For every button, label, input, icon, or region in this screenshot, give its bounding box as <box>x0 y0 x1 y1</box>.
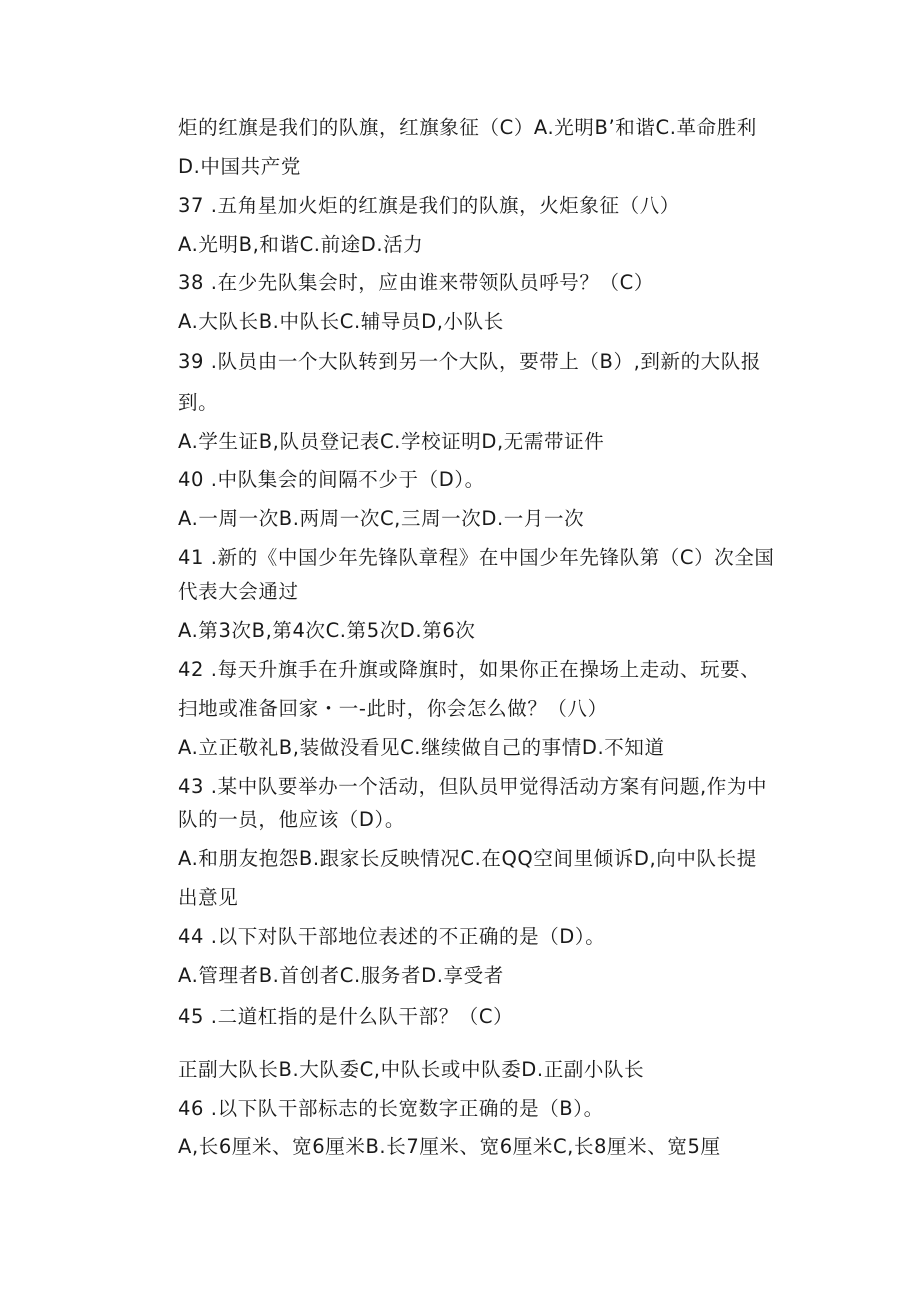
options-43: A.和朋友抱怨B.跟家长反映情况C.在QQ空间里倾诉D,向中队长提 <box>178 847 757 870</box>
question-38: 38 .在少先队集会时，应由谁来带领队员呼号？（C） <box>178 271 654 294</box>
options-38: A.大队长B.中队长C.辅导员D,小队长 <box>178 310 504 333</box>
options-43-cont: 出意见 <box>178 886 239 909</box>
options-40: A.一周一次B.两周一次C,三周一次D.一月一次 <box>178 507 585 530</box>
question-41: 41 .新的《中国少年先锋队章程》在中国少年先锋队第（C）次全国 <box>178 546 775 569</box>
question-44: 44 .以下对队干部地位表述的不正确的是（D）。 <box>178 925 606 948</box>
question-41-cont: 代表大会通过 <box>178 580 299 603</box>
question-39: 39 .队员由一个大队转到另一个大队，要带上（B）,到新的大队报 <box>178 350 761 373</box>
question-43: 43 .某中队要举办一个活动，但队员甲觉得活动方案有问题,作为中 <box>178 775 768 798</box>
options-46: A,长6厘米、宽6厘米B.长7厘米、宽6厘米C,长8厘米、宽5厘 <box>178 1135 721 1158</box>
question-45: 45 .二道杠指的是什么队干部？（C） <box>178 1005 514 1028</box>
options-41: A.第3次B,第4次C.第5次D.第6次 <box>178 619 476 642</box>
question-42-cont: 扫地或准备回家・一-此时，你会怎么做？（八） <box>178 697 608 720</box>
options-42: A.立正敬礼B,装做没看见C.继续做自己的事情D.不知道 <box>178 736 665 759</box>
question-42: 42 .每天升旗手在升旗或降旗时，如果你正在操场上走动、玩要、 <box>178 658 761 681</box>
question-43-cont: 队的一员，他应该（D）。 <box>178 808 405 831</box>
options-44: A.管理者B.首创者C.服务者D.享受者 <box>178 964 504 987</box>
text-line-1: 炬的红旗是我们的队旗，红旗象征（C）A.光明B’和谐C.革命胜利 <box>178 116 757 139</box>
question-39-cont: 到。 <box>178 391 219 414</box>
options-45: 正副大队长B.大队委C,中队长或中队委D.正副小队长 <box>178 1058 645 1081</box>
text-line-2: D.中国共产党 <box>178 155 301 178</box>
question-40: 40 .中队集会的间隔不少于（D）。 <box>178 468 485 491</box>
options-39: A.学生证B,队员登记表C.学校证明D,无需带证件 <box>178 430 605 453</box>
options-37: A.光明B,和谐C.前途D.活力 <box>178 233 424 256</box>
question-37: 37 .五角星加火炬的红旗是我们的队旗，火炬象征（八） <box>178 194 680 217</box>
question-46: 46 .以下队干部标志的长宽数字正确的是（B）。 <box>178 1097 604 1120</box>
